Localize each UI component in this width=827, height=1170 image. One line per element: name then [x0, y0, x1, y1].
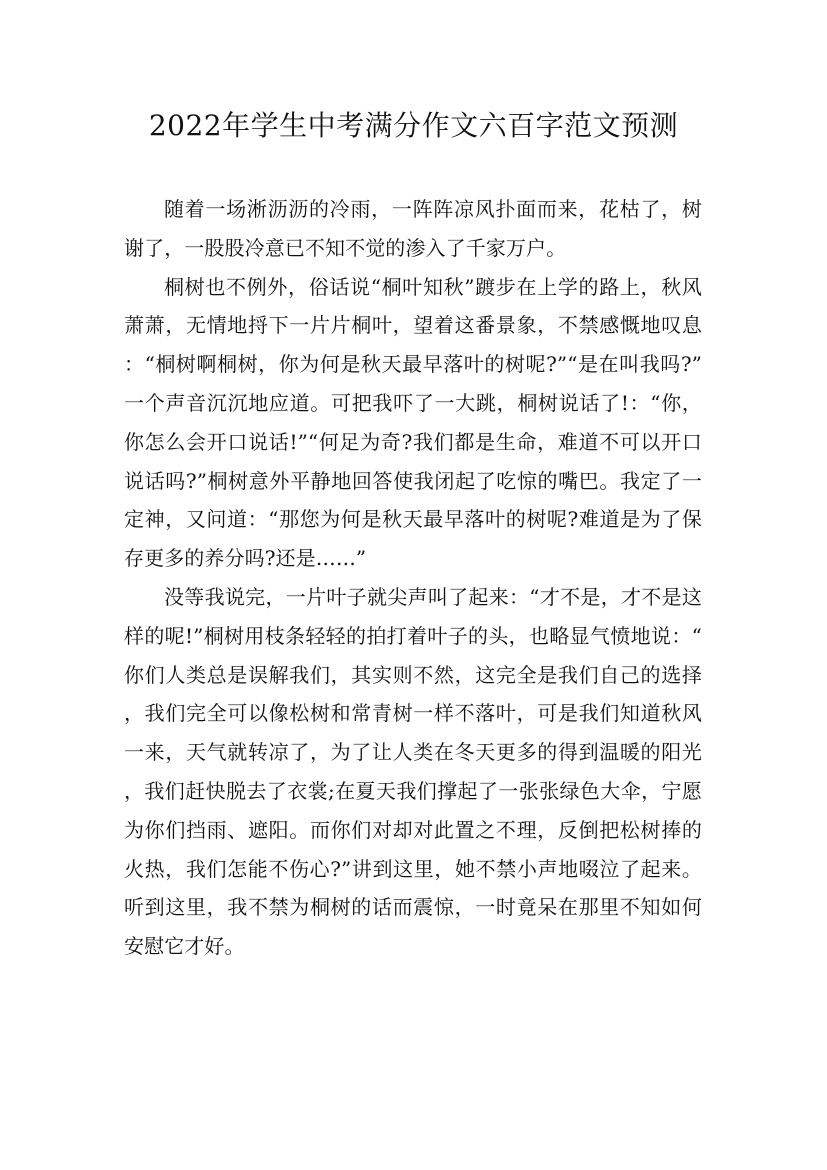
paragraph-2: 桐树也不例外，俗话说“桐叶知秋”踱步在上学的路上，秋风萧萧，无情地捋下一片片桐叶，望着这番景象，不禁感慨地叹息：“桐树啊桐树，你为何是秋天最早落叶的树呢?”“是在叫我吗?”一个声音沉沉地应道。可把我吓了一大跳，桐树说话了!：“你，你怎么会开口说话!”“何足为奇?我们都是生命，难道不可以开口说话吗?”桐树意外平静地回答使我闭起了吃惊的嘴巴。我定了一定神，又问道：“那您为何是秋天最早落叶的树呢?难道是为了保存更多的养分吗?还是……”	[124, 274, 702, 571]
paragraph-1: 随着一场淅沥沥的冷雨，一阵阵凉风扑面而来，花枯了，树谢了，一股股冷意已不知不觉的渗入了千家万户。	[124, 197, 702, 260]
document-body	[124, 190, 702, 966]
document-title: 2022年学生中考满分作文六百字范文预测	[148, 109, 679, 142]
paragraph-3: 没等我说完，一片叶子就尖声叫了起来：“才不是，才不是这样的呢!”桐树用枝条轻轻的拍打着叶子的头，也略显气愤地说：“你们人类总是误解我们，其实则不然，这完全是我们自己的选择，我们完全可以像松树和常青树一样不落叶，可是我们知道秋风一来，天气就转凉了，为了让人类在冬天更多的得到温暖的阳光，我们赶快脱去了衣裳;在夏天我们撑起了一张张绿色大伞，宁愿为你们挡雨、遮阳。而你们对却对此置之不理，反倒把松树捧的火热，我们怎能不伤心?”讲到这里，她不禁小声地啜泣了起来。听到这里，我不禁为桐树的话而震惊，一时竟呆在那里不知如何安慰它才好。	[124, 584, 702, 959]
